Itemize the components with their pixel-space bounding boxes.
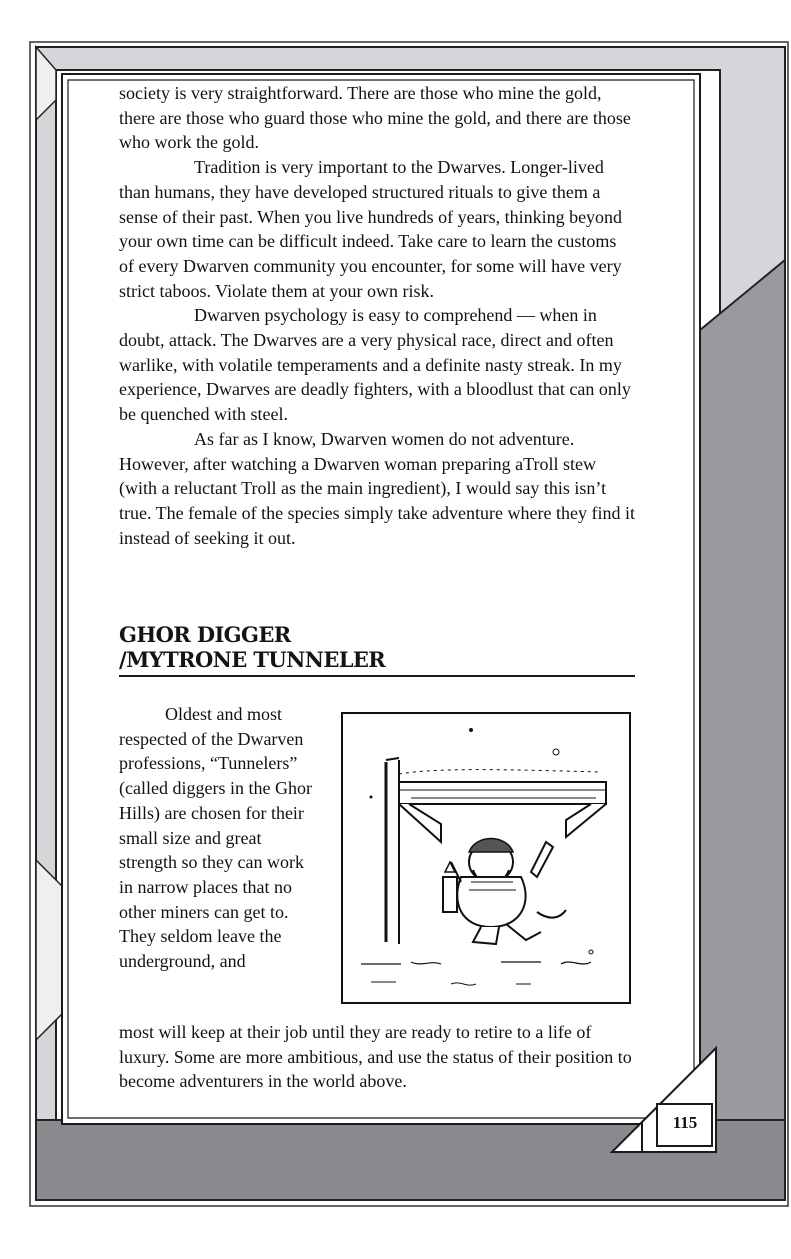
- paragraph-social-structure: society is very straightforward. There are those who mine the gold, there are those who guard those who mine the gold, and there are those who work the gold.: [119, 83, 631, 153]
- tunneler-text-continued: [119, 1020, 635, 1094]
- section-heading-rule: [119, 675, 635, 677]
- frame-right-panel: [700, 260, 785, 1120]
- paragraph-psychology: Dwarven psychology is easy to comprehend — when in doubt, attack. The Dwarves are a very physical race, direct and often warlike, with volatile temperaments and a definite nasty streak. In my experience, Dwarves are deadly fighters, with a bloodlust that can only be quenched with steel.: [119, 305, 631, 425]
- paragraph-tradition: Tradition is very important to the Dwarves. Longer-lived than humans, they have developed structured rituals to give them a sense of their past. When you live hundreds of years, thinking beyond your own time can be difficult indeed. Take care to learn the customs of every Dwarven community you encounter, for some will have very strict taboos. Violate them at your own risk.: [119, 157, 623, 301]
- paragraph-women: As far as I know, Dwarven women do not adventure. However, after watching a Dwarven woman preparing aTroll stew (with a reluctant Troll as the main ingredient), I would say this isn’t true. The female of the species simply take adventure where they find it instead of seeking it out.: [119, 428, 635, 548]
- section-heading: [119, 622, 635, 672]
- tunneler-paragraph-start: Oldest and most respected of the Dwarven professions, “Tunnelers” (called diggers in the Ghor Hills) are chosen for their small size and great strength so they can work in narrow places that no other miners can get to. They seldom leave the underground, and: [119, 704, 312, 972]
- section-heading-line2: /MYTRONE TUNNELER: [119, 647, 386, 672]
- page-number: 115: [672, 1113, 698, 1132]
- section-heading-line1: GHOR DIGGER: [119, 622, 291, 647]
- body-text: [119, 81, 635, 550]
- tunneler-paragraph-end: most will keep at their job until they are ready to retire to a life of luxury. Some are more ambitious, and use the status of their position to become adventurers in the world above.: [119, 1022, 632, 1092]
- tunneler-text-column: [119, 702, 319, 974]
- tunneler-illustration: [341, 712, 631, 1004]
